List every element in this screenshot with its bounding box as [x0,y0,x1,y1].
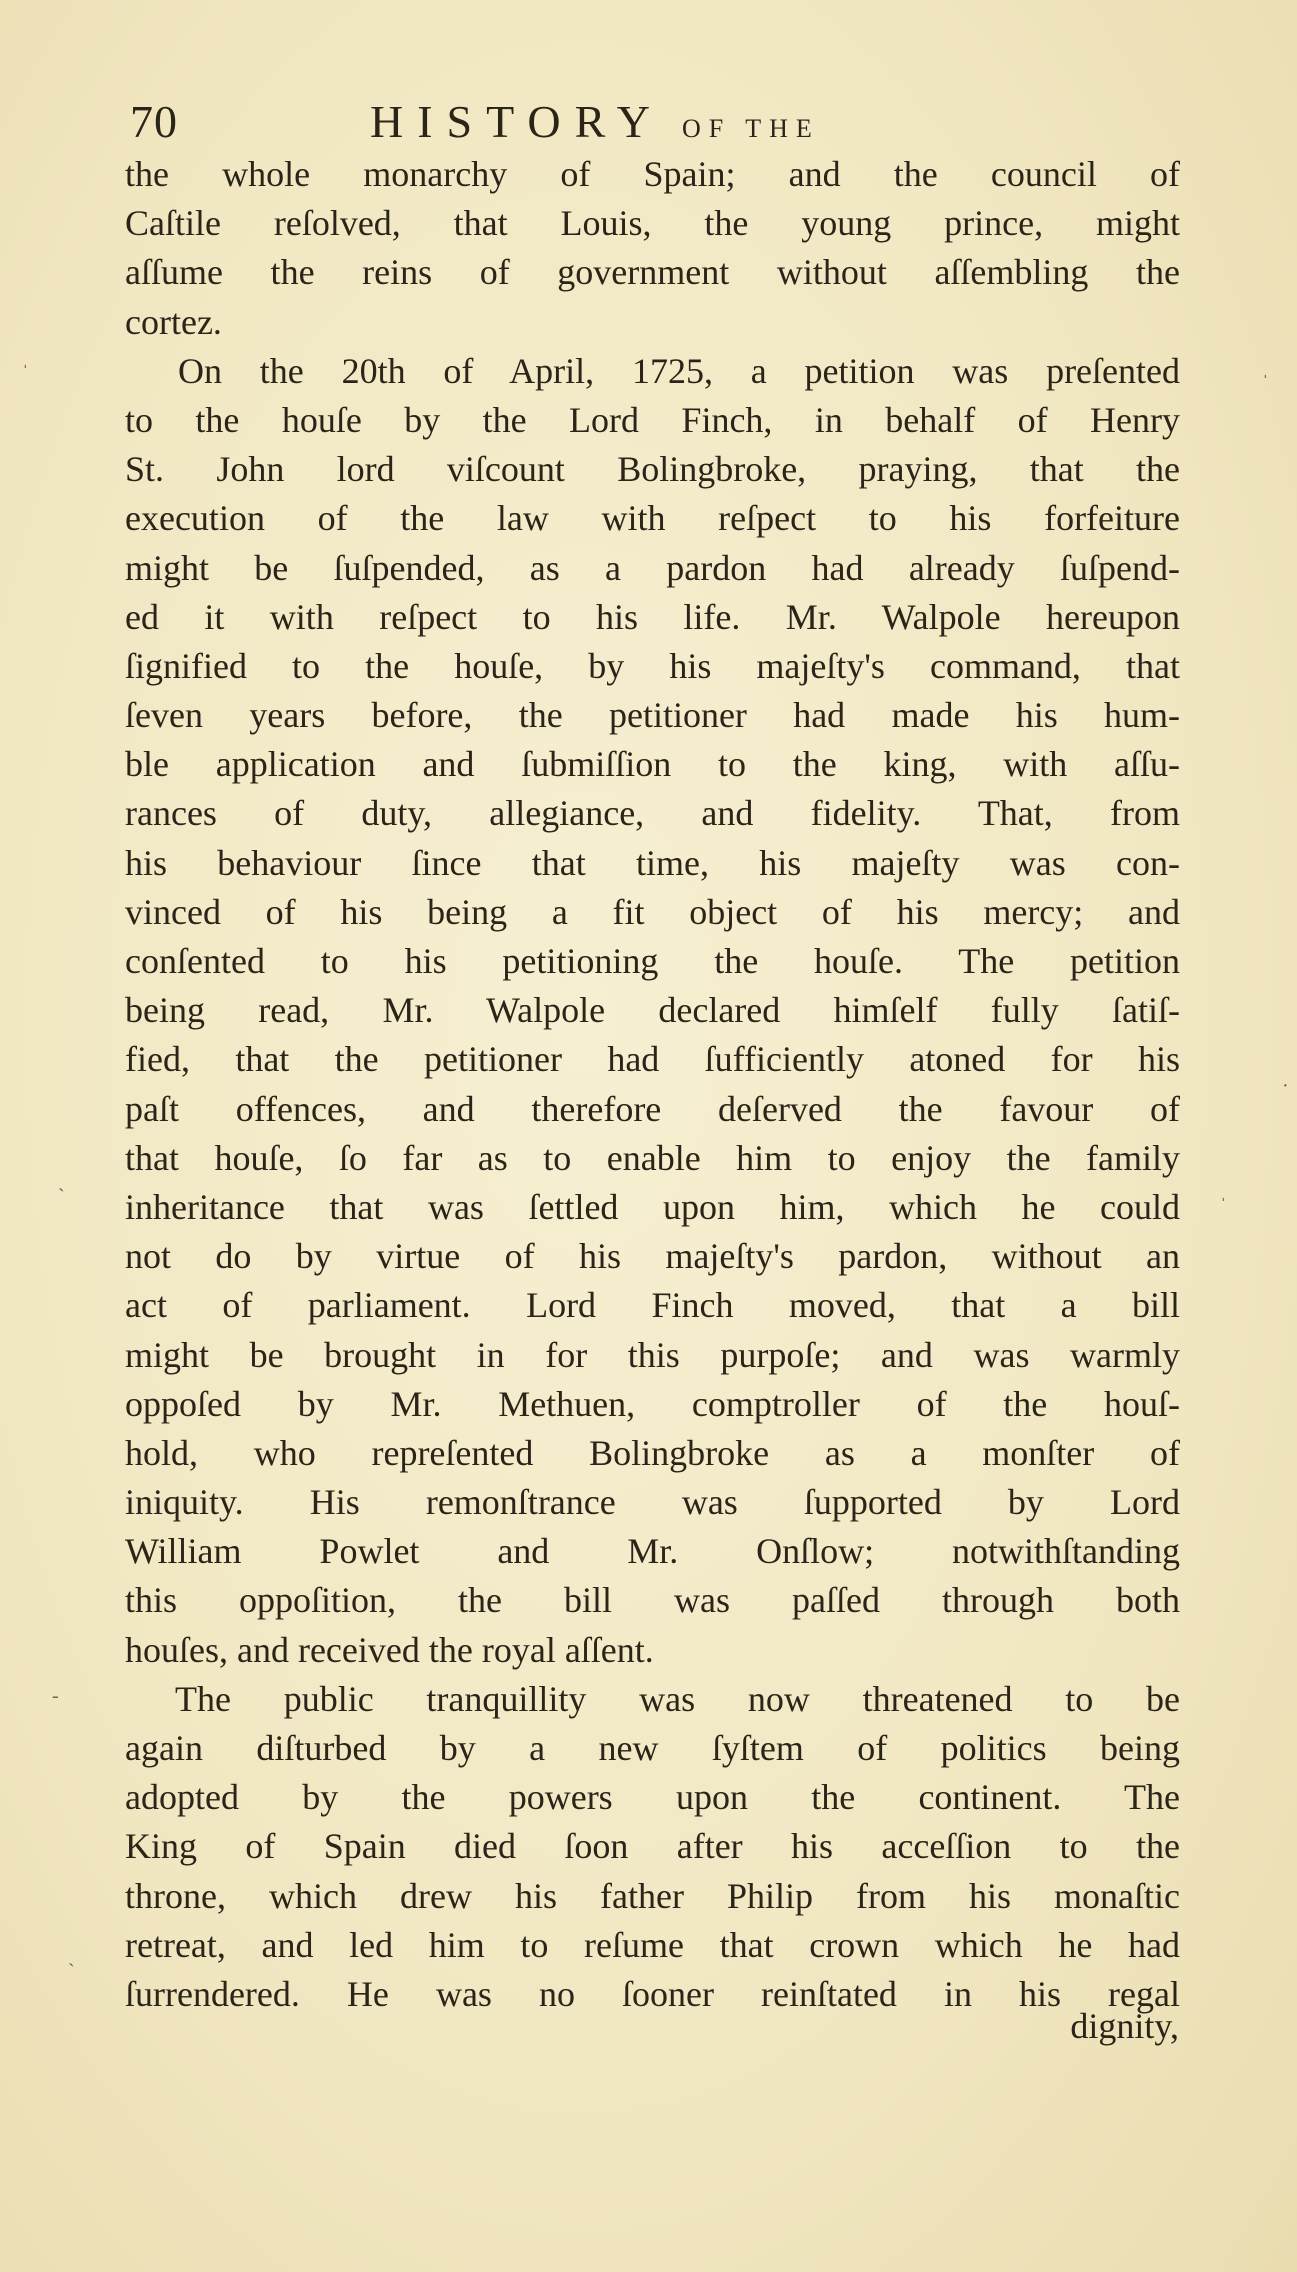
text-line: William Powlet and Mr. Onſlow; notwithſtanding [125,1531,1180,1572]
running-title-small: OF THE [681,114,820,143]
paper-speck: ˎ [68,1945,75,1967]
text-line: being read, Mr. Walpole declared himſelf fully ſatiſ- [125,990,1180,1031]
text-line: Caſtile reſolved, that Louis, the young prince, might [125,203,1180,244]
text-line: iniquity. His remonſtrance was ſupported by Lord [125,1482,1180,1523]
text-line: On the 20th of April, 1725, a petition was preſented [178,350,1180,391]
text-line: hold, who repreſented Bolingbroke as a monſter of [125,1432,1180,1473]
paper-speck: ˈ [22,362,29,384]
paper-speck: ˏ [58,1170,65,1192]
text-line: not do by virtue of his majeſty's pardon, without an [125,1236,1180,1277]
text-line: King of Spain died ſoon after his acceſſion to the [125,1826,1180,1867]
text-line: The public tranquillity was now threatened to be [175,1678,1180,1719]
text-line: vinced of his being a fit object of his mercy; and [125,891,1180,932]
running-title [370,92,820,159]
text-line: St. John lord viſcount Bolingbroke, praying, that the [125,449,1180,490]
running-head [130,92,1175,152]
text-line: oppoſed by Mr. Methuen, comptroller of the houſ- [125,1383,1180,1424]
text-line: houſes, and received the royal aſſent. [125,1629,654,1670]
text-line: this oppoſition, the bill was paſſed through both [125,1580,1180,1621]
text-line: inheritance that was ſettled upon him, which he could [125,1186,1180,1227]
paper-speck: ˈ [1262,372,1269,394]
catchword: dignity, [1070,2006,1179,2046]
text-line: ſignified to the houſe, by his majeſty's command, that [125,645,1180,686]
text-line: execution of the law with reſpect to his forfeiture [125,498,1180,539]
text-line: throne, which drew his father Philip from his monaſtic [125,1875,1180,1916]
text-line: ed it with reſpect to his life. Mr. Walpole hereupon [125,596,1180,637]
text-line: aſſume the reins of government without aſſembling the [125,252,1180,293]
paper-speck: ˈ [1220,1195,1227,1217]
text-line: act of parliament. Lord Finch moved, that a bill [125,1285,1180,1326]
paper-speck: - [52,1685,59,1707]
text-line: to the houſe by the Lord Finch, in behalf of Henry [125,399,1180,440]
text-line: rances of duty, allegiance, and fidelity. That, from [125,793,1180,834]
text-line: retreat, and led him to reſume that crown which he had [125,1924,1180,1965]
text-line: fied, that the petitioner had ſufficiently atoned for his [125,1039,1180,1080]
text-line: paſt offences, and therefore deſerved the favour of [125,1088,1180,1129]
text-line: might be ſuſpended, as a pardon had already ſuſpend- [125,547,1180,588]
text-line: ble application and ſubmiſſion to the king, with aſſu- [125,744,1180,785]
page-number: 70 [130,96,178,147]
text-line: cortez. [125,301,222,342]
text-line: adopted by the powers upon the continent. The [125,1777,1180,1818]
text-line: his behaviour ſince that time, his majeſty was con- [125,842,1180,883]
text-line: might be brought in for this purpoſe; and was warmly [125,1334,1180,1375]
text-line: ſurrendered. He was no ſooner reinſtated in his regal [125,1973,1180,2014]
text-line: conſented to his petitioning the houſe. The petition [125,941,1180,981]
text-line: that houſe, ſo far as to enable him to enjoy the family [125,1137,1180,1178]
body-text [125,150,1180,2019]
text-line: again diſturbed by a new ſyſtem of politics being [125,1728,1180,1768]
paper-speck: · [1282,1075,1289,1097]
text-line: ſeven years before, the petitioner had made his hum- [125,695,1180,736]
text-line: the whole monarchy of Spain; and the council of [125,154,1180,194]
running-title-main: HISTORY [370,96,664,147]
